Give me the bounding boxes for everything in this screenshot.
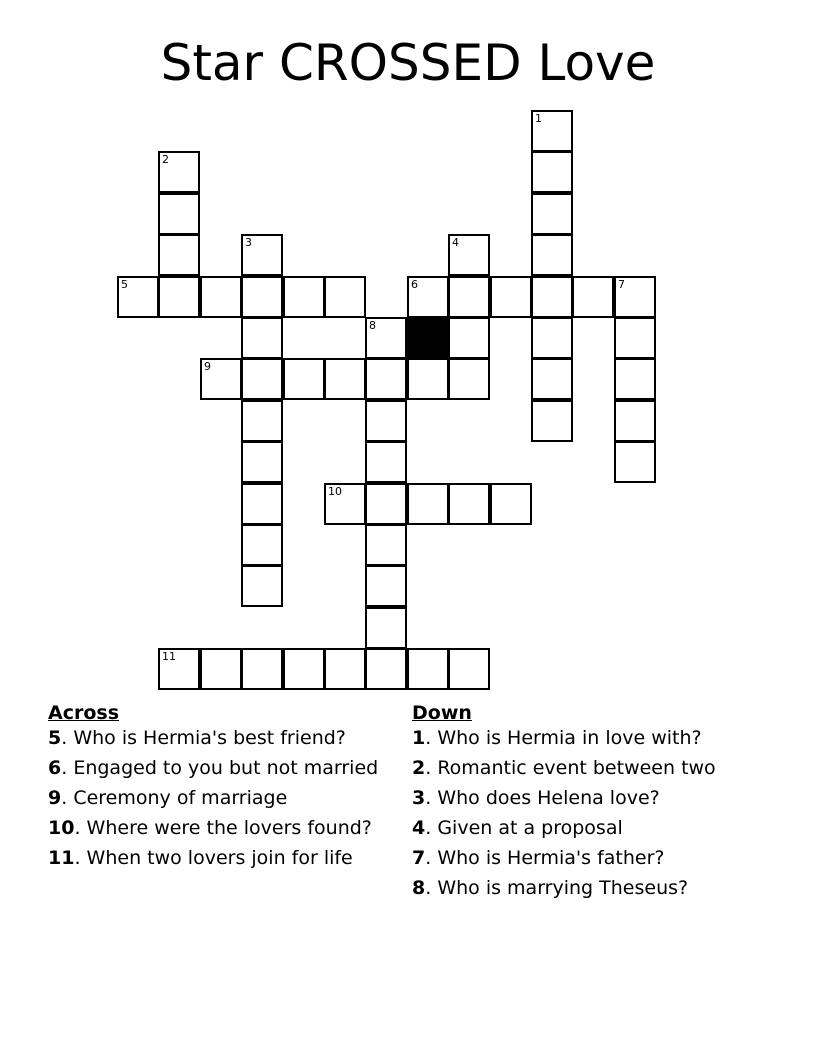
cell-number: 5 [121, 278, 128, 291]
grid-cell[interactable] [407, 648, 449, 690]
clue-down-7: 7. Who is Hermia's father? [412, 847, 665, 869]
clue-number: 5 [48, 727, 62, 749]
grid-cell[interactable] [324, 358, 366, 400]
grid-cell[interactable] [490, 483, 532, 525]
grid-cell[interactable] [531, 234, 573, 276]
clue-down-4: 4. Given at a proposal [412, 817, 623, 839]
grid-cell[interactable] [241, 234, 283, 276]
grid-cell[interactable] [365, 524, 407, 566]
cell-number: 9 [204, 360, 211, 373]
clue-text: Who is Hermia's father? [437, 847, 665, 869]
clue-text: Romantic event between two [437, 757, 716, 779]
grid-cell[interactable] [614, 317, 656, 359]
grid-cell[interactable] [324, 648, 366, 690]
grid-cell[interactable] [614, 441, 656, 483]
grid-cell[interactable] [448, 317, 490, 359]
grid-cell[interactable] [283, 648, 325, 690]
clue-text: Who does Helena love? [437, 787, 660, 809]
clue-text: Who is marrying Theseus? [437, 877, 689, 899]
grid-cell[interactable] [614, 358, 656, 400]
grid-cell[interactable] [241, 524, 283, 566]
grid-cell[interactable] [241, 565, 283, 607]
grid-cell[interactable] [365, 441, 407, 483]
grid-cell[interactable] [117, 276, 159, 318]
clue-text: Engaged to you but not married [73, 757, 379, 779]
grid-cell[interactable] [365, 483, 407, 525]
clue-number: 8 [412, 877, 426, 899]
grid-cell[interactable] [241, 358, 283, 400]
clue-number: 4 [412, 817, 426, 839]
grid-cell[interactable] [448, 358, 490, 400]
grid-cell[interactable] [614, 276, 656, 318]
grid-cell[interactable] [158, 234, 200, 276]
grid-cell[interactable] [365, 317, 407, 359]
down-clues [412, 702, 772, 907]
grid-cell[interactable] [158, 193, 200, 235]
clue-down-2: 2. Romantic event between two [412, 757, 716, 779]
cell-number: 2 [162, 153, 169, 166]
clue-number: 11 [48, 847, 75, 869]
grid-cell[interactable] [241, 276, 283, 318]
clue-across-6: 6. Engaged to you but not married [48, 757, 379, 779]
clue-text: Who is Hermia's best friend? [73, 727, 346, 749]
grid-cell[interactable] [448, 234, 490, 276]
cell-number: 10 [328, 485, 342, 498]
grid-cell[interactable] [531, 317, 573, 359]
clue-text: Where were the lovers found? [86, 817, 372, 839]
grid-cell[interactable] [241, 400, 283, 442]
grid-cell[interactable] [490, 276, 532, 318]
clue-number: 2 [412, 757, 426, 779]
grid-cell[interactable] [200, 648, 242, 690]
grid-cell[interactable] [241, 441, 283, 483]
down-heading: Down [412, 702, 472, 724]
grid-cell[interactable] [614, 400, 656, 442]
clue-text: Given at a proposal [437, 817, 623, 839]
grid-cell[interactable] [324, 276, 366, 318]
grid-cell[interactable] [572, 276, 614, 318]
grid-cell[interactable] [407, 358, 449, 400]
clue-across-10: 10. Where were the lovers found? [48, 817, 372, 839]
clue-number: 6 [48, 757, 62, 779]
puzzle-title: Star CROSSED Love [160, 34, 656, 92]
clue-text: When two lovers join for life [86, 847, 353, 869]
grid-cell[interactable] [324, 483, 366, 525]
grid-cell[interactable] [365, 565, 407, 607]
grid-cell[interactable] [531, 110, 573, 152]
grid-cell[interactable] [241, 648, 283, 690]
cell-number: 6 [411, 278, 418, 291]
grid-cell[interactable] [407, 483, 449, 525]
cell-number: 1 [535, 112, 542, 125]
grid-cell[interactable] [448, 648, 490, 690]
clue-down-3: 3. Who does Helena love? [412, 787, 660, 809]
clue-number: 1 [412, 727, 426, 749]
clue-across-9: 9. Ceremony of marriage [48, 787, 288, 809]
grid-cell[interactable] [365, 358, 407, 400]
across-heading: Across [48, 702, 120, 724]
grid-cell[interactable] [531, 400, 573, 442]
grid-cell[interactable] [241, 483, 283, 525]
grid-cell[interactable] [283, 276, 325, 318]
cell-number: 11 [162, 650, 176, 663]
cell-number: 8 [369, 319, 376, 332]
grid-cell[interactable] [531, 151, 573, 193]
clue-across-11: 11. When two lovers join for life [48, 847, 353, 869]
grid-cell[interactable] [158, 151, 200, 193]
grid-cell[interactable] [283, 358, 325, 400]
cell-number: 7 [618, 278, 625, 291]
clue-number: 3 [412, 787, 426, 809]
clue-down-8: 8. Who is marrying Theseus? [412, 877, 689, 899]
grid-cell[interactable] [200, 358, 242, 400]
grid-cell[interactable] [241, 317, 283, 359]
across-clues [48, 702, 393, 877]
grid-cell[interactable] [200, 276, 242, 318]
clue-number: 9 [48, 787, 62, 809]
grid-cell[interactable] [365, 607, 407, 649]
grid-cell[interactable] [407, 276, 449, 318]
grid-cell[interactable] [531, 358, 573, 400]
grid-cell[interactable] [448, 276, 490, 318]
grid-cell[interactable] [158, 648, 200, 690]
clue-down-1: 1. Who is Hermia in love with? [412, 727, 702, 749]
clue-across-5: 5. Who is Hermia's best friend? [48, 727, 346, 749]
clue-text: Who is Hermia in love with? [437, 727, 702, 749]
clue-text: Ceremony of marriage [73, 787, 288, 809]
grid-cell[interactable] [158, 276, 200, 318]
cell-number: 3 [245, 236, 252, 249]
black-square [407, 317, 449, 359]
grid-cell[interactable] [531, 193, 573, 235]
cell-number: 4 [452, 236, 459, 249]
grid-cell[interactable] [531, 276, 573, 318]
grid-cell[interactable] [448, 483, 490, 525]
clue-number: 7 [412, 847, 426, 869]
clue-number: 10 [48, 817, 75, 839]
grid-cell[interactable] [365, 648, 407, 690]
grid-cell[interactable] [365, 400, 407, 442]
